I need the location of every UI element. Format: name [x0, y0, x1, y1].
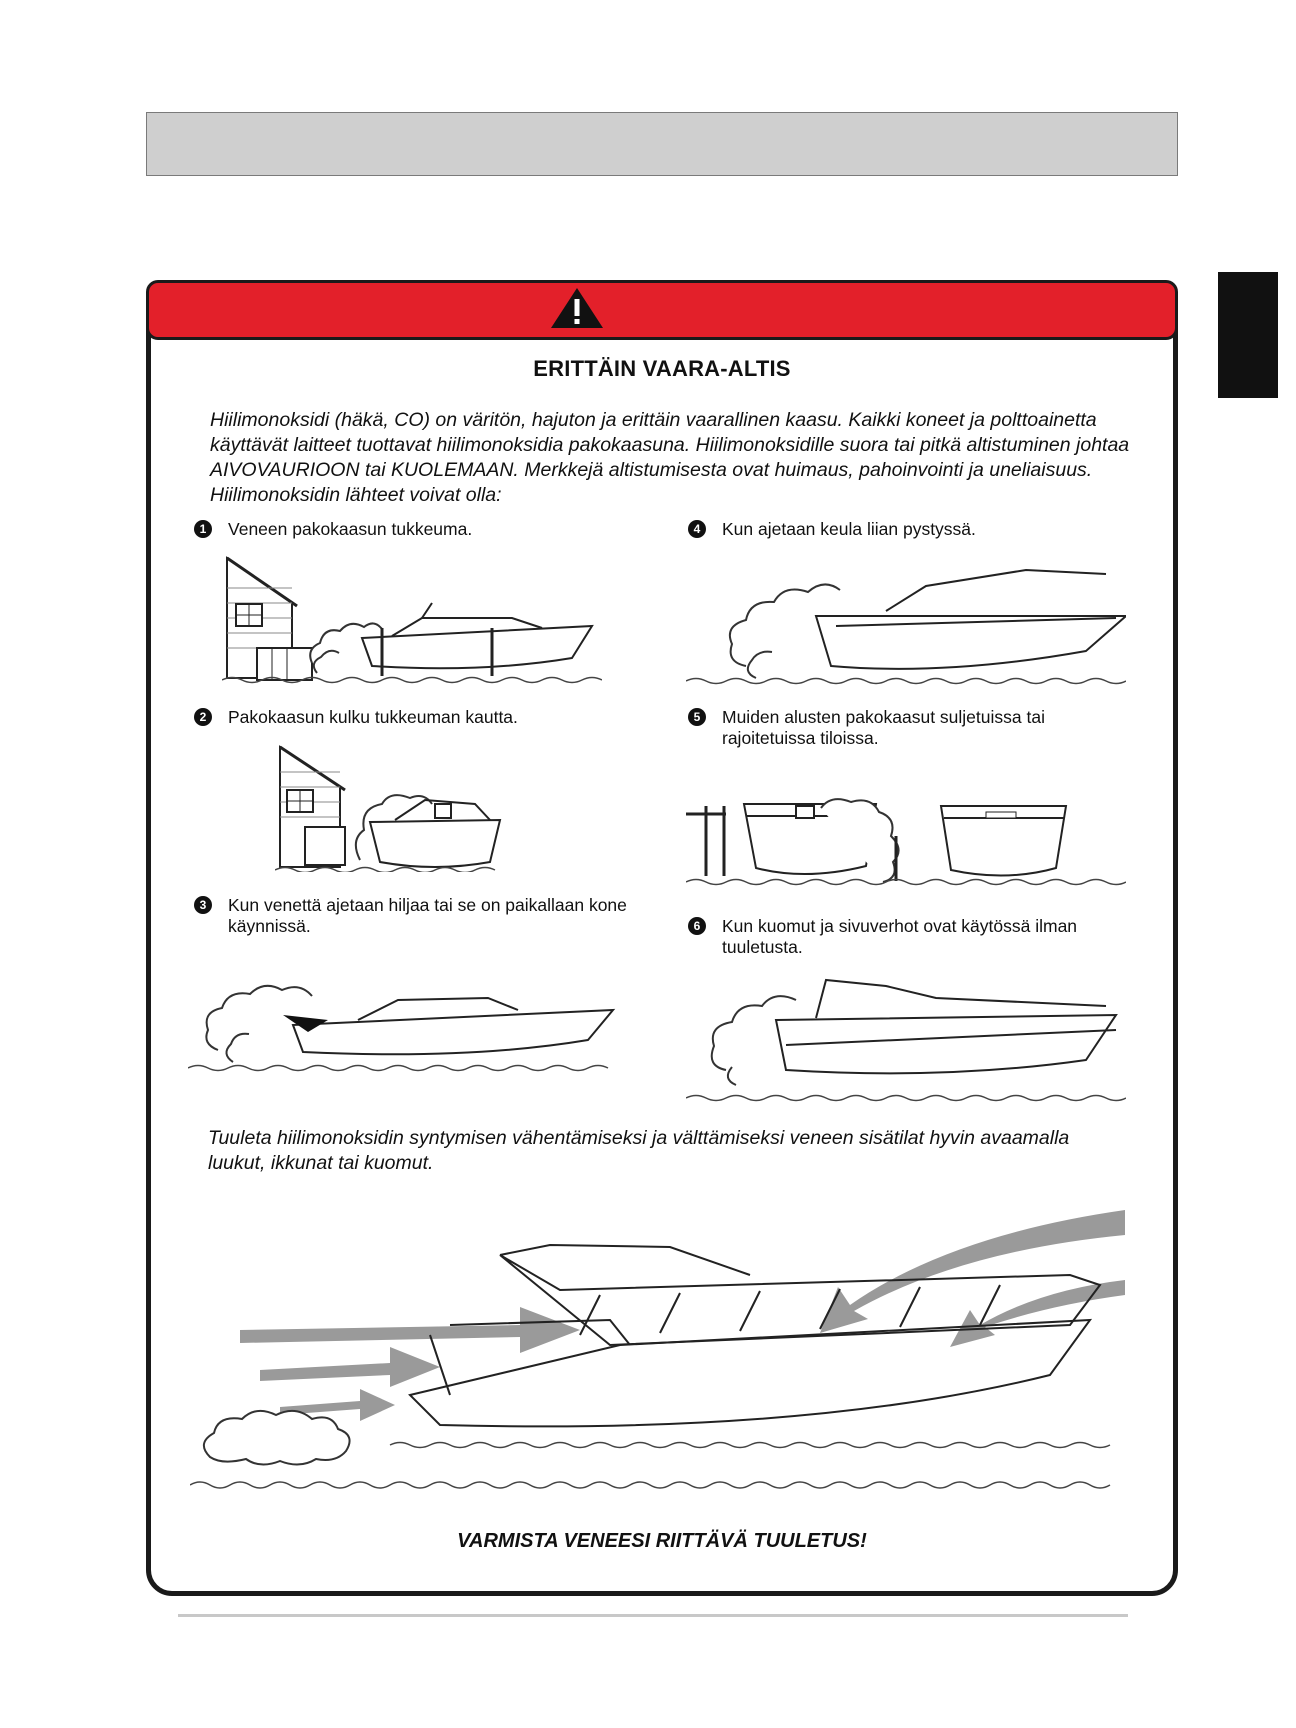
item-number: 4 [688, 520, 706, 538]
item-text: Kun venettä ajetaan hiljaa tai se on paikallaan kone käynnissä. [228, 895, 627, 936]
item-text: Muiden alusten pakokaasut suljetuissa tai rajoitetuissa tiloissa. [722, 707, 1045, 748]
header-bar [146, 112, 1178, 176]
hazard-item-2 [194, 707, 628, 728]
footer-divider [178, 1614, 1128, 1617]
ventilation-illustration [190, 1195, 1130, 1505]
canopy-no-ventilation-illustration [686, 970, 1126, 1105]
item-text: Kun kuomut ja sivuverhot ovat käytössä ilman tuuletusta. [722, 916, 1078, 957]
bow-high-illustration [686, 556, 1126, 686]
hazard-item-1 [194, 519, 628, 540]
item-text: Kun ajetaan keula liian pystyssä. [722, 519, 976, 539]
section-tab [1218, 272, 1278, 398]
warning-title: ERITTÄIN VAARA-ALTIS [533, 356, 791, 381]
idling-boat-illustration [188, 970, 618, 1080]
other-vessels-exhaust-illustration [686, 786, 1126, 886]
blocked-exhaust-illustration [222, 548, 602, 688]
warning-triangle-icon [549, 286, 605, 330]
item-number: 5 [688, 708, 706, 726]
warning-intro: Hiilimonoksidi (häkä, CO) on väritön, hajuton ja erittäin vaarallinen kaasu. Kaikki koneet ja polttoainetta käyttävät laitteet tuottavat hiilimonoksidia pakokaasuna. Hiilimonoksidille suora tai pitkä altistuminen johtaa AIVOVAURIOON tai KUOLEMAAN. Merkkejä altistumisesta ovat huimaus, pahoinvointi ja uneliaisuus. Hiilimonoksidin lähteet voivat olla: [210, 409, 1130, 506]
hazard-item-5 [688, 707, 1122, 749]
item-number: 2 [194, 708, 212, 726]
item-number: 6 [688, 917, 706, 935]
closing-warning: VARMISTA VENEESI RIITTÄVÄ TUULETUS! [457, 1530, 867, 1552]
item-text: Veneen pakokaasun tukkeuma. [228, 519, 473, 539]
exhaust-through-blockage-illustration [275, 742, 515, 872]
item-number: 3 [194, 896, 212, 914]
warning-banner [146, 280, 1178, 340]
item-text: Pakokaasun kulku tukkeuman kautta. [228, 707, 518, 727]
hazard-item-6 [688, 916, 1122, 958]
ventilation-text: Tuuleta hiilimonoksidin syntymisen vähentämiseksi ja välttämiseksi veneen sisätilat hyvin avaamalla luukut, ikkunat tai kuomut. [208, 1127, 1070, 1174]
hazard-item-4 [688, 519, 1122, 540]
item-number: 1 [194, 520, 212, 538]
hazard-item-3 [194, 895, 628, 937]
